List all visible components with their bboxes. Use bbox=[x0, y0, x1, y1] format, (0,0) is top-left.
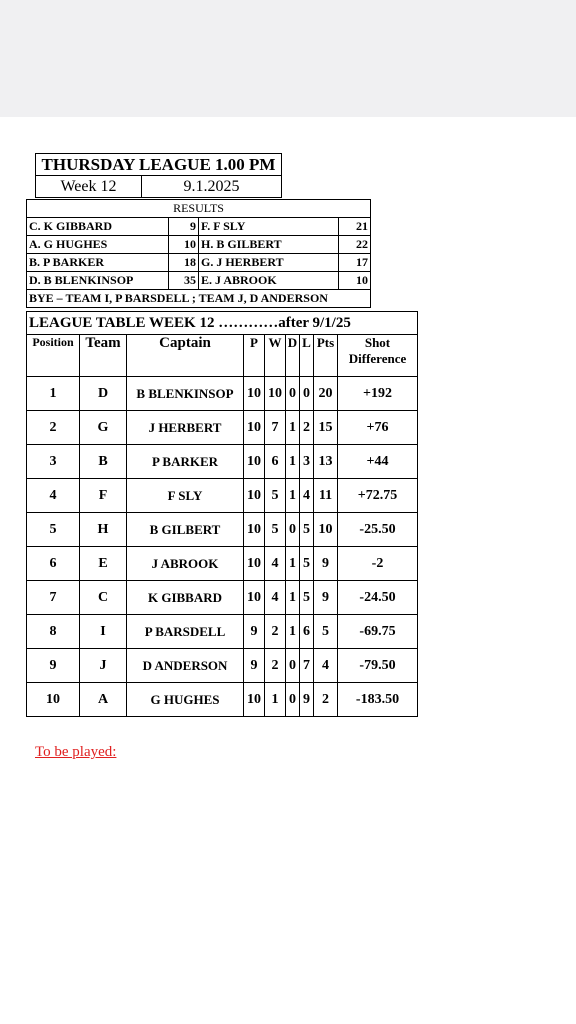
cell-played: 10 bbox=[244, 513, 265, 547]
cell-won: 2 bbox=[265, 649, 286, 683]
cell-drawn: 1 bbox=[286, 445, 300, 479]
league-header bbox=[35, 153, 282, 198]
cell-shot-difference: -183.50 bbox=[338, 683, 418, 717]
result-away-score: 21 bbox=[339, 218, 371, 236]
result-home-score: 10 bbox=[169, 236, 199, 254]
result-away-score: 22 bbox=[339, 236, 371, 254]
cell-lost: 4 bbox=[300, 479, 314, 513]
cell-team: I bbox=[80, 615, 127, 649]
cell-captain: P BARSDELL bbox=[127, 615, 244, 649]
table-row bbox=[27, 411, 418, 445]
results-heading: RESULTS bbox=[27, 200, 371, 218]
cell-won: 5 bbox=[265, 479, 286, 513]
cell-shot-difference: +44 bbox=[338, 445, 418, 479]
cell-shot-difference: -69.75 bbox=[338, 615, 418, 649]
result-away-team: F. F SLY bbox=[199, 218, 339, 236]
cell-played: 10 bbox=[244, 683, 265, 717]
cell-pos: 7 bbox=[27, 581, 80, 615]
cell-won: 5 bbox=[265, 513, 286, 547]
cell-points: 5 bbox=[314, 615, 338, 649]
cell-points: 10 bbox=[314, 513, 338, 547]
table-row bbox=[27, 513, 418, 547]
cell-team: C bbox=[80, 581, 127, 615]
table-row bbox=[27, 547, 418, 581]
cell-team: F bbox=[80, 479, 127, 513]
cell-won: 4 bbox=[265, 581, 286, 615]
table-row bbox=[27, 581, 418, 615]
cell-lost: 5 bbox=[300, 581, 314, 615]
cell-won: 2 bbox=[265, 615, 286, 649]
cell-won: 4 bbox=[265, 547, 286, 581]
col-shot-difference: Shot Difference bbox=[338, 335, 418, 377]
cell-lost: 5 bbox=[300, 547, 314, 581]
col-played: P bbox=[244, 335, 265, 377]
top-bar bbox=[0, 0, 576, 117]
result-home-score: 18 bbox=[169, 254, 199, 272]
col-drawn: D bbox=[286, 335, 300, 377]
cell-points: 2 bbox=[314, 683, 338, 717]
cell-team: B bbox=[80, 445, 127, 479]
cell-played: 10 bbox=[244, 411, 265, 445]
cell-pos: 4 bbox=[27, 479, 80, 513]
col-points: Pts bbox=[314, 335, 338, 377]
cell-played: 10 bbox=[244, 581, 265, 615]
table-row bbox=[27, 479, 418, 513]
cell-lost: 7 bbox=[300, 649, 314, 683]
col-captain: Captain bbox=[127, 335, 244, 377]
match-date: 9.1.2025 bbox=[142, 176, 282, 198]
cell-pos: 8 bbox=[27, 615, 80, 649]
cell-captain: D ANDERSON bbox=[127, 649, 244, 683]
cell-pos: 3 bbox=[27, 445, 80, 479]
table-row bbox=[27, 377, 418, 411]
week-label: Week 12 bbox=[36, 176, 142, 198]
cell-shot-difference: -79.50 bbox=[338, 649, 418, 683]
league-table-header-row bbox=[27, 335, 418, 377]
cell-team: J bbox=[80, 649, 127, 683]
cell-team: E bbox=[80, 547, 127, 581]
cell-lost: 5 bbox=[300, 513, 314, 547]
cell-team: D bbox=[80, 377, 127, 411]
cell-shot-difference: +192 bbox=[338, 377, 418, 411]
cell-pos: 5 bbox=[27, 513, 80, 547]
cell-shot-difference: -2 bbox=[338, 547, 418, 581]
result-away-team: G. J HERBERT bbox=[199, 254, 339, 272]
cell-pos: 1 bbox=[27, 377, 80, 411]
cell-captain: P BARKER bbox=[127, 445, 244, 479]
result-row bbox=[27, 236, 371, 254]
cell-drawn: 1 bbox=[286, 479, 300, 513]
cell-shot-difference: -24.50 bbox=[338, 581, 418, 615]
cell-team: A bbox=[80, 683, 127, 717]
cell-lost: 6 bbox=[300, 615, 314, 649]
cell-pos: 9 bbox=[27, 649, 80, 683]
result-away-score: 10 bbox=[339, 272, 371, 290]
cell-points: 20 bbox=[314, 377, 338, 411]
cell-drawn: 1 bbox=[286, 411, 300, 445]
cell-drawn: 1 bbox=[286, 615, 300, 649]
result-row bbox=[27, 272, 371, 290]
cell-drawn: 0 bbox=[286, 683, 300, 717]
cell-team: G bbox=[80, 411, 127, 445]
cell-lost: 9 bbox=[300, 683, 314, 717]
cell-points: 15 bbox=[314, 411, 338, 445]
results-table bbox=[26, 199, 371, 308]
result-away-team: H. B GILBERT bbox=[199, 236, 339, 254]
cell-points: 4 bbox=[314, 649, 338, 683]
cell-played: 10 bbox=[244, 377, 265, 411]
cell-played: 10 bbox=[244, 445, 265, 479]
cell-points: 9 bbox=[314, 581, 338, 615]
result-away-score: 17 bbox=[339, 254, 371, 272]
cell-pos: 6 bbox=[27, 547, 80, 581]
col-position: Position bbox=[27, 335, 80, 377]
league-table-title: LEAGUE TABLE WEEK 12 …………after 9/1/25 bbox=[27, 312, 418, 335]
league-table bbox=[26, 311, 418, 717]
table-row bbox=[27, 445, 418, 479]
cell-pos: 2 bbox=[27, 411, 80, 445]
cell-captain: B BLENKINSOP bbox=[127, 377, 244, 411]
cell-team: H bbox=[80, 513, 127, 547]
result-home-team: A. G HUGHES bbox=[27, 236, 169, 254]
cell-pos: 10 bbox=[27, 683, 80, 717]
cell-played: 10 bbox=[244, 479, 265, 513]
result-home-team: D. B BLENKINSOP bbox=[27, 272, 169, 290]
cell-drawn: 1 bbox=[286, 547, 300, 581]
cell-captain: G HUGHES bbox=[127, 683, 244, 717]
cell-lost: 0 bbox=[300, 377, 314, 411]
result-home-score: 9 bbox=[169, 218, 199, 236]
cell-captain: B GILBERT bbox=[127, 513, 244, 547]
result-away-team: E. J ABROOK bbox=[199, 272, 339, 290]
cell-drawn: 1 bbox=[286, 581, 300, 615]
cell-shot-difference: +72.75 bbox=[338, 479, 418, 513]
cell-played: 9 bbox=[244, 615, 265, 649]
cell-lost: 2 bbox=[300, 411, 314, 445]
cell-drawn: 0 bbox=[286, 513, 300, 547]
league-title: THURSDAY LEAGUE 1.00 PM bbox=[36, 154, 282, 176]
cell-shot-difference: +76 bbox=[338, 411, 418, 445]
col-lost: L bbox=[300, 335, 314, 377]
cell-captain: J HERBERT bbox=[127, 411, 244, 445]
cell-won: 6 bbox=[265, 445, 286, 479]
col-won: W bbox=[265, 335, 286, 377]
result-home-team: B. P BARKER bbox=[27, 254, 169, 272]
cell-shot-difference: -25.50 bbox=[338, 513, 418, 547]
table-row bbox=[27, 683, 418, 717]
cell-drawn: 0 bbox=[286, 377, 300, 411]
to-be-played-link[interactable]: To be played: bbox=[35, 744, 117, 760]
cell-won: 1 bbox=[265, 683, 286, 717]
cell-captain: K GIBBARD bbox=[127, 581, 244, 615]
result-row bbox=[27, 218, 371, 236]
bye-note: BYE – TEAM I, P BARSDELL ; TEAM J, D ANDERSON bbox=[27, 290, 371, 308]
result-row bbox=[27, 254, 371, 272]
cell-won: 10 bbox=[265, 377, 286, 411]
cell-points: 11 bbox=[314, 479, 338, 513]
col-team: Team bbox=[80, 335, 127, 377]
cell-lost: 3 bbox=[300, 445, 314, 479]
result-home-score: 35 bbox=[169, 272, 199, 290]
cell-points: 9 bbox=[314, 547, 338, 581]
cell-captain: J ABROOK bbox=[127, 547, 244, 581]
cell-played: 10 bbox=[244, 547, 265, 581]
result-home-team: C. K GIBBARD bbox=[27, 218, 169, 236]
cell-points: 13 bbox=[314, 445, 338, 479]
table-row bbox=[27, 649, 418, 683]
cell-drawn: 0 bbox=[286, 649, 300, 683]
cell-won: 7 bbox=[265, 411, 286, 445]
table-row bbox=[27, 615, 418, 649]
cell-played: 9 bbox=[244, 649, 265, 683]
cell-captain: F SLY bbox=[127, 479, 244, 513]
